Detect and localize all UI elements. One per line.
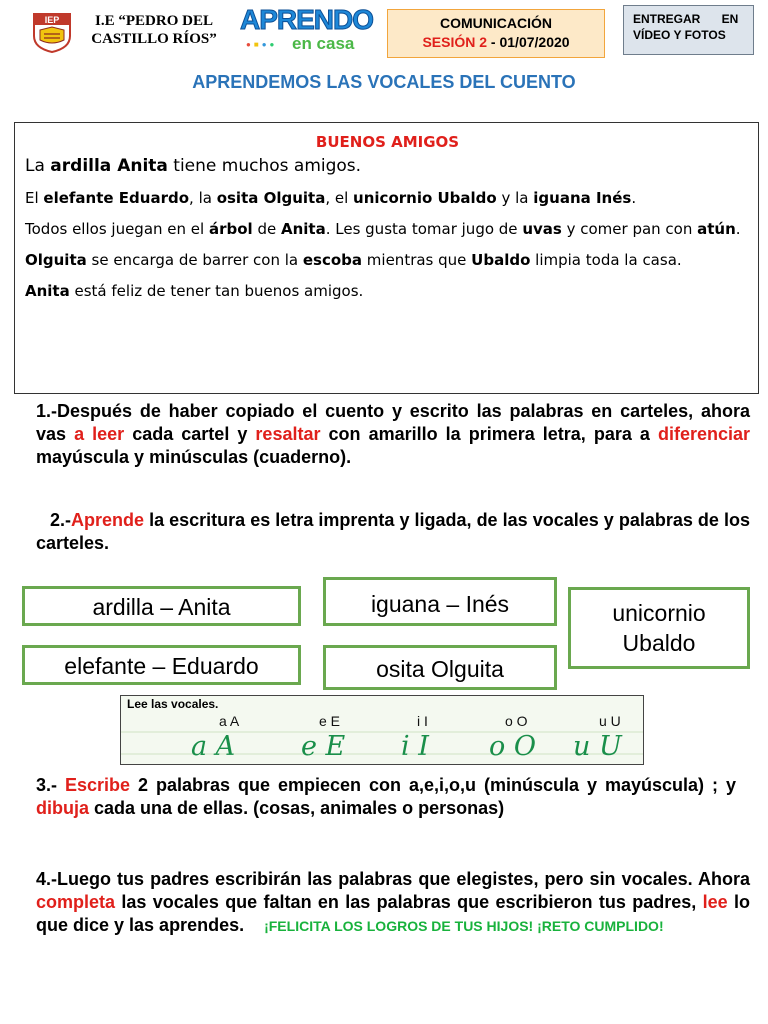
- text-run: 1.-Después de haber copiado el cuento y escrito las palabras en carteles, ahora vas: [36, 401, 750, 444]
- bold-run: elefante Eduardo: [43, 189, 190, 207]
- text-run: tiene muchos amigos.: [167, 156, 362, 176]
- text-run: limpia toda la casa.: [530, 251, 682, 269]
- text-run: . Les gusta tomar jugo de: [325, 220, 523, 238]
- instruction-3: [36, 774, 736, 820]
- bold-run: uvas: [522, 220, 562, 238]
- session-date: 01/07/2020: [499, 34, 570, 50]
- highlight-run: resaltar: [255, 424, 321, 444]
- text-run: y la: [496, 189, 534, 207]
- congrats-message: ¡FELICITA LOS LOGROS DE TUS HIJOS! ¡RETO CUMPLIDO!: [264, 918, 664, 934]
- word-card-line2: Ubaldo: [622, 630, 696, 656]
- highlight-run: a leer: [74, 424, 125, 444]
- instruction-1: [36, 400, 750, 469]
- story-paragraph-2: [25, 187, 750, 209]
- story-paragraph-5: [25, 280, 750, 302]
- text-run: con amarillo la primera letra, para a: [320, 424, 658, 444]
- session-box: [387, 9, 605, 58]
- highlight-run: dibuja: [36, 798, 89, 818]
- vowels-strip: [120, 695, 644, 765]
- word-card-unicornio: [568, 587, 750, 669]
- highlight-run: completa: [36, 892, 116, 912]
- cursive-vowel-u: u U: [573, 731, 622, 762]
- cursive-vowel-a: a A: [191, 731, 236, 762]
- text-run: .: [735, 220, 741, 238]
- aprendo-en-casa-logo: [240, 4, 374, 54]
- logo-text: IEP: [44, 15, 60, 25]
- text-run: , la: [189, 189, 217, 207]
- text-run: y comer pan con: [561, 220, 698, 238]
- text-run: Todos ellos juegan en el: [25, 220, 209, 238]
- bold-run: Anita: [280, 220, 326, 238]
- brand-word: APRENDO: [240, 4, 374, 35]
- highlight-run: lee: [702, 892, 728, 912]
- word-card-osita: osita Olguita: [323, 645, 557, 690]
- bold-run: escoba: [302, 251, 363, 269]
- brand-sub: en casa: [292, 34, 355, 53]
- text-run: mayúscula y minúsculas (cuaderno).: [36, 447, 352, 467]
- print-vowel-i: i I: [417, 713, 428, 729]
- text-run: lo que dice y las aprendes.: [36, 892, 750, 935]
- text-run: , el: [325, 189, 354, 207]
- highlight-run: diferenciar: [657, 424, 750, 444]
- text-run: cada una de ellas. (cosas, animales o personas): [89, 798, 505, 818]
- school-name-line1: I.E “PEDRO DEL: [95, 13, 213, 29]
- bold-run: árbol: [208, 220, 253, 238]
- story-paragraph-1: [25, 155, 750, 177]
- area-label: COMUNICACIÓN: [440, 15, 552, 31]
- text-run: se encarga de barrer con la: [86, 251, 303, 269]
- text-run: 4.-Luego tus padres escribirán las palabras que elegistes, pero sin vocales. Ahora: [36, 869, 750, 889]
- delivery-note-box: [623, 5, 754, 55]
- bold-run: osita Olguita: [216, 189, 326, 207]
- cursive-vowel-i: i I: [401, 731, 429, 762]
- highlight-run: Aprende: [71, 510, 145, 530]
- school-name-line2: CASTILLO RÍOS”: [91, 31, 217, 47]
- word-card-line1: unicornio: [612, 600, 706, 626]
- session-separator: -: [487, 34, 500, 50]
- vowels-label: Lee las vocales.: [127, 697, 219, 711]
- text-run: La: [25, 156, 51, 176]
- text-run: 2.-: [50, 510, 72, 530]
- instruction-4: [36, 868, 750, 938]
- text-run: 3.-: [36, 775, 65, 795]
- bold-run: Ubaldo: [471, 251, 531, 269]
- print-vowel-a: a A: [219, 713, 240, 729]
- delivery-line1: ENTREGAR EN: [633, 12, 739, 26]
- session-line: [388, 33, 604, 52]
- school-logo: [30, 10, 74, 54]
- text-run: El: [25, 189, 44, 207]
- bold-run: ardilla Anita: [50, 156, 168, 176]
- text-run: la escritura es letra imprenta y ligada, de las vocales y palabras de los carteles.: [36, 510, 750, 553]
- bold-run: unicornio Ubaldo: [353, 189, 497, 207]
- text-run: .: [631, 189, 637, 207]
- word-card-ardilla: ardilla – Anita: [22, 586, 301, 626]
- print-vowel-u: u U: [599, 713, 621, 729]
- cursive-vowel-e: e E: [301, 731, 346, 762]
- story-paragraph-4: [25, 249, 750, 271]
- text-run: está feliz de tener tan buenos amigos.: [69, 282, 364, 300]
- cursive-vowel-o: o O: [489, 731, 536, 762]
- page-title: APRENDEMOS LAS VOCALES DEL CUENTO: [192, 72, 576, 92]
- bold-run: atún: [697, 220, 736, 238]
- bold-run: iguana Inés: [533, 189, 632, 207]
- story-paragraph-3: [25, 218, 750, 240]
- text-run: cada cartel y: [124, 424, 256, 444]
- print-vowel-o: o O: [505, 713, 528, 729]
- word-card-elefante: elefante – Eduardo: [22, 645, 301, 685]
- school-name: [84, 12, 224, 48]
- brand-dots-icon: ●■●●: [246, 40, 278, 49]
- print-vowel-e: e E: [319, 713, 341, 729]
- bold-run: Anita: [25, 282, 70, 300]
- bold-run: Olguita: [25, 251, 87, 269]
- text-run: mientras que: [362, 251, 472, 269]
- text-run: 2 palabras que empiecen con a,e,i,o,u (minúscula y mayúscula) ; y: [130, 775, 736, 795]
- delivery-line2: VÍDEO Y FOTOS: [633, 28, 726, 42]
- text-run: las vocales que faltan en las palabras que escribieron tus padres,: [115, 892, 703, 912]
- instruction-2: [36, 509, 750, 555]
- word-card-iguana: iguana – Inés: [323, 577, 557, 626]
- story-box: [14, 122, 759, 394]
- story-title: BUENOS AMIGOS: [315, 133, 460, 151]
- highlight-run: Escribe: [65, 775, 131, 795]
- text-run: de: [252, 220, 281, 238]
- session-label: SESIÓN 2: [422, 34, 488, 50]
